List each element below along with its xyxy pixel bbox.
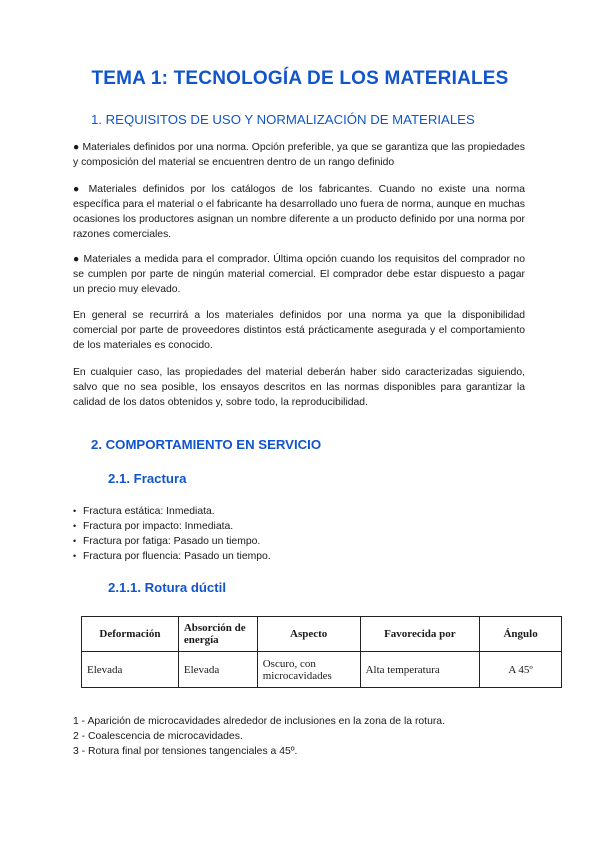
paragraph-en-cualquier-caso: En cualquier caso, las propiedades del material deberán haber sido caracterizadas siguiendo, salvo que no sea posible, los ensayos descritos en las normas disponibles para garantizar la calidad de los datos obtenidos y, sobre todo, la reproducibilidad. [73,367,525,408]
step-item: 2 - Coalescencia de microcavidades. [73,731,243,742]
paragraph-norma: ● Materiales definidos por una norma. Opción preferible, ya que se garantiza que las propiedades y composición del material se encuentren dentro de un rango definido [73,142,525,168]
subsection-fractura-heading: 2.1. Fractura [108,471,187,486]
paragraph-a-medida: ● Materiales a medida para el comprador. Última opción cuando los requisitos del comprador no se cumplen por parte de ningún material comercial. El comprador debe estar dispuesto a pagar un precio muy elevado. [73,254,525,295]
column-header: Favorecida por [360,617,480,652]
list-item: • Fractura por fatiga: Pasado un tiempo. [73,534,271,549]
rotura-ductil-table [81,616,562,688]
step-item: 1 - Aparición de microcavidades alrededor de inclusiones en la zona de la rotura. [73,716,445,727]
column-header: Aspecto [257,617,360,652]
table-cell: Elevada [82,652,179,688]
column-header: Absorción de energía [178,617,257,652]
section-2-heading: 2. COMPORTAMIENTO EN SERVICIO [91,437,322,452]
paragraph-catalogos: ● Materiales definidos por los catálogos de los fabricantes. Cuando no existe una norma específica para el material o el fabricante ha desarrollado uno fuera de norma, aunque en muchas ocasiones los productores asignan un nombre diferente a un producto definido por una norma por razones comerciales. [73,184,525,240]
table-cell: Alta temperatura [360,652,480,688]
table-row [82,652,562,688]
list-item: • Fractura por fluencia: Pasado un tiempo. [73,549,271,564]
fractura-list [73,504,271,564]
list-item: • Fractura estática: Inmediata. [73,504,271,519]
column-header: Ángulo [480,617,562,652]
paragraph-en-general: En general se recurrirá a los materiales definidos por una norma ya que la disponibilidad comercial por parte de proveedores distintos está prácticamente asegurada y el comportamiento de los materiales es conocido. [73,310,525,351]
list-item: • Fractura por impacto: Inmediata. [73,519,271,534]
table-cell: Oscuro, con microcavidades [257,652,360,688]
subsection-rotura-ductil-heading: 2.1.1. Rotura dúctil [108,580,226,595]
table-cell: A 45º [480,652,562,688]
rotura-steps [73,714,445,759]
page-title: TEMA 1: TECNOLOGÍA DE LOS MATERIALES [91,68,509,89]
column-header: Deformación [82,617,179,652]
step-item: 3 - Rotura final por tensiones tangenciales a 45º. [73,746,298,757]
section-1-heading: 1. REQUISITOS DE USO Y NORMALIZACIÓN DE MATERIALES [91,112,475,127]
table-cell: Elevada [178,652,257,688]
table-header-row [82,617,562,652]
